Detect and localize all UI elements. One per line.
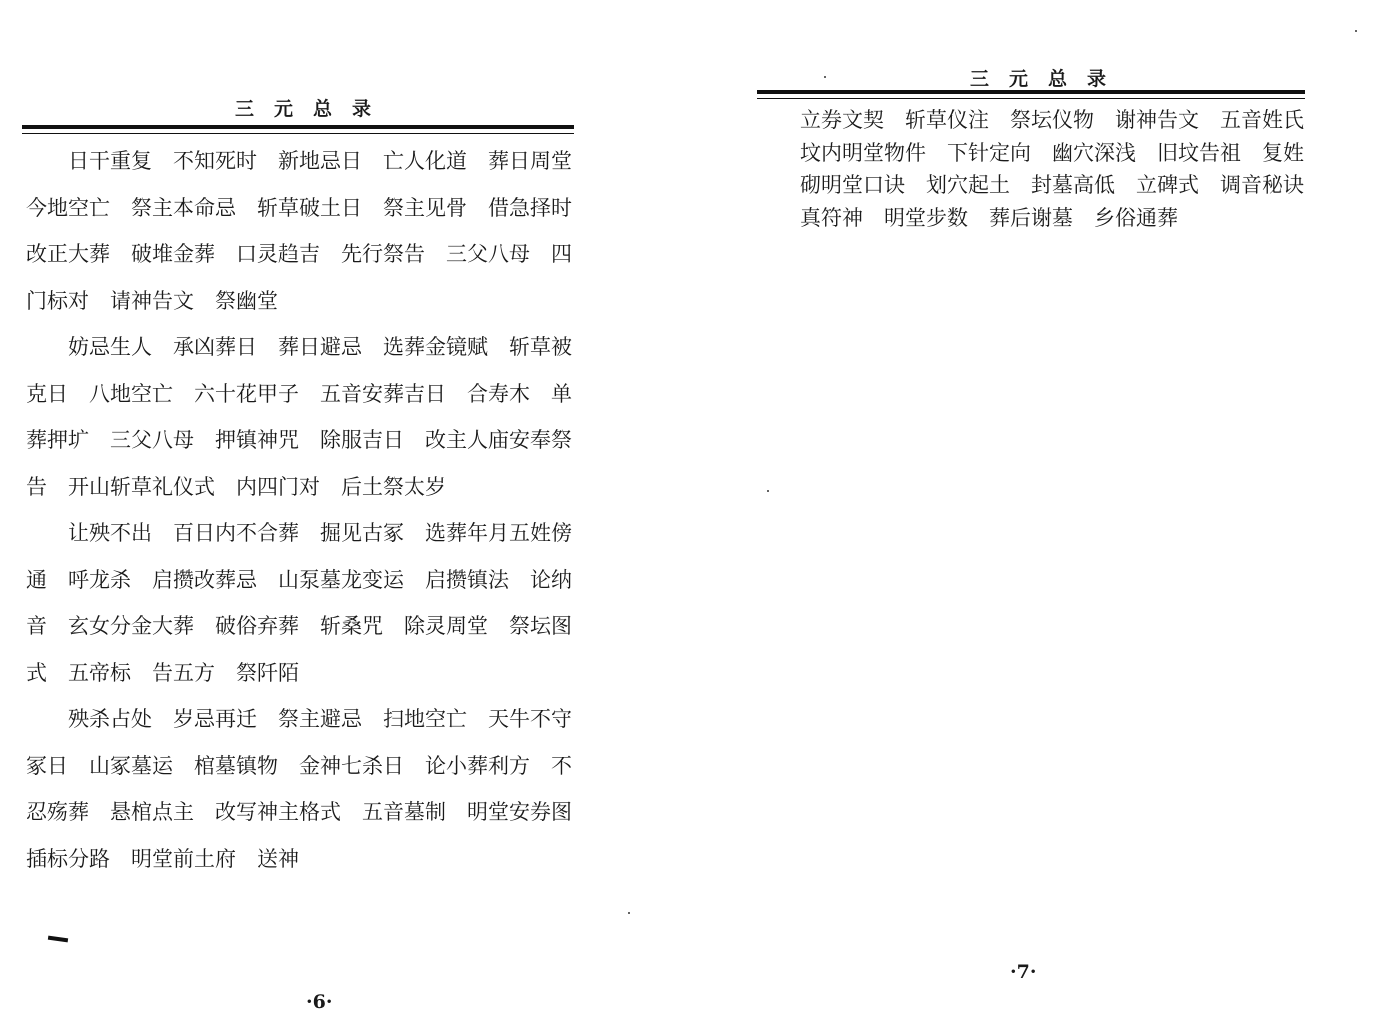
left-page [0, 0, 640, 1024]
left-paragraph-4: 殃杀占处 岁忌再迁 祭主避忌 扫地空亡 天牛不守冢日 山冢墓运 棺墓镇物 金神七杀日 论小葬利方 不忍殇葬 悬棺点主 改写神主格式 五音墓制 明堂安券图 插标分路 明堂前土府 送神 [26, 707, 593, 871]
left-running-header: 三元总录 [235, 98, 392, 120]
left-paragraph-3: 让殃不出 百日内不合葬 掘见古冢 选葬年月五姓傍通 呼龙杀 启攒改葬忌 山泵墓龙变运 启攒镇法 论纳音 玄女分金大葬 破俗弃葬 斩桑咒 除灵周堂 祭坛图式 五帝标 告五方 祭阡陌 [26, 521, 572, 685]
right-paragraph-3: 砌明堂口诀 划穴起土 封墓高低 立碑式 调音秘诀 [800, 173, 1304, 197]
scan-speck [767, 490, 769, 492]
scan-speck [1355, 30, 1357, 32]
left-paragraph-1: 日干重复 不知死时 新地忌日 亡人化道 葬日周堂 今地空亡 祭主本命忌 斩草破土日 祭主见骨 借急择时 改正大葬 破堆金葬 口灵趋吉 先行祭告 三父八母 四门标对 请神告文 祭幽堂 [26, 149, 593, 313]
right-header-rule-thin [757, 98, 1305, 99]
left-header-rule-thin [22, 133, 574, 134]
scan-speck [628, 912, 630, 914]
right-page-body [758, 104, 1310, 234]
scan-speck [824, 76, 826, 78]
left-header-rule-thick [22, 125, 574, 129]
right-header-rule-thick [757, 90, 1305, 94]
right-page [740, 0, 1373, 1024]
right-page-number: ·7· [1010, 961, 1037, 983]
left-page-body [26, 138, 592, 882]
scan-mark [48, 936, 68, 943]
left-page-number: ·6· [306, 991, 333, 1013]
right-paragraph-1: 立券文契 斩草仪注 祭坛仪物 谢神告文 五音姓氏 [800, 108, 1304, 132]
right-running-header: 三元总录 [970, 68, 1127, 90]
left-paragraph-2: 妨忌生人 承凶葬日 葬日避忌 选葬金镜赋 斩草被克日 八地空亡 六十花甲子 五音安葬吉日 合寿木 单葬押圹 三父八母 押镇神咒 除服吉日 改主人庙安奉祭告 开山斩草礼仪式 内四门对 后土祭太岁 [26, 335, 572, 499]
right-paragraph-4: 真符神 明堂步数 葬后谢墓 乡俗通葬 [800, 205, 1178, 230]
right-paragraph-2: 坟内明堂物件 下针定向 幽穴深浅 旧坟告祖 复姓 [800, 140, 1304, 165]
